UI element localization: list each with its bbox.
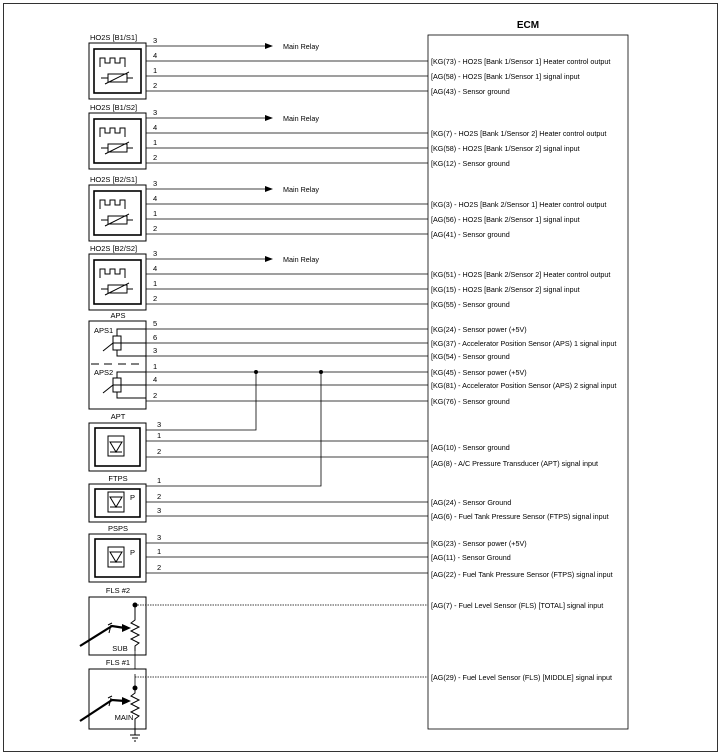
sensor-inner — [94, 49, 141, 93]
ecm-terminal-label: [AG(56) - HO2S [Bank 2/Sensor 1] signal input — [431, 215, 580, 224]
component-name: PSPS — [107, 524, 129, 533]
ecm-terminal-label: [KG(37) - Accelerator Position Sensor (APS) 1 signal input — [431, 339, 617, 348]
sensor-inner — [94, 191, 141, 235]
ecm-terminal-label: [KG(58) - HO2S [Bank 1/Sensor 2] signal input — [431, 144, 580, 153]
component-name: APS — [110, 311, 126, 320]
main-relay-label: Main Relay — [283, 255, 319, 264]
ecm-terminal-label: [KG(54) - Sensor ground — [431, 352, 510, 361]
pin-number: 1 — [157, 476, 162, 485]
ecm-terminal-label: [KG(55) - Sensor ground — [431, 300, 510, 309]
pin-number: 1 — [153, 362, 158, 371]
pin-number: 2 — [157, 492, 162, 501]
sensor-inner — [94, 119, 141, 163]
pin-number: 1 — [157, 547, 162, 556]
ecm-terminal-label: [KG(15) - HO2S [Bank 2/Sensor 2] signal input — [431, 285, 580, 294]
component-name: HO2S [B1/S2] — [90, 103, 138, 112]
sensor-tag: SUB — [112, 644, 128, 653]
pin-number: 2 — [153, 294, 158, 303]
pin-number: 1 — [153, 66, 158, 75]
component-name: FLS #1 — [105, 658, 131, 667]
ecm-terminal-label: [AG(11) - Sensor Ground — [431, 553, 511, 562]
pressure-symbol: P — [130, 548, 136, 557]
pin-number: 1 — [157, 431, 162, 440]
component-name: APT — [110, 412, 126, 421]
ecm-terminal-label: [AG(8) - A/C Pressure Transducer (APT) signal input — [431, 459, 598, 468]
ecm-terminal-label: [KG(51) - HO2S [Bank 2/Sensor 2] Heater control output — [431, 270, 611, 279]
ecm-terminal-label: [AG(10) - Sensor ground — [431, 443, 510, 452]
sensor-inner — [95, 428, 140, 466]
pin-number: 4 — [153, 375, 158, 384]
pin-number: 1 — [153, 138, 158, 147]
ecm-terminal-label: [AG(58) - HO2S [Bank 1/Sensor 1] signal input — [431, 72, 580, 81]
ecm-terminal-label: [KG(45) - Sensor power (+5V) — [431, 368, 527, 377]
pin-number: 3 — [157, 533, 162, 542]
ecm-terminal-label: [KG(81) - Accelerator Position Sensor (APS) 2 signal input — [431, 381, 617, 390]
ecm-terminal-label: [AG(41) - Sensor ground — [431, 230, 510, 239]
pin-number: 2 — [153, 153, 158, 162]
sensor-tag: MAIN — [114, 713, 134, 722]
ecm-terminal-label: [KG(7) - HO2S [Bank 1/Sensor 2] Heater control output — [431, 129, 607, 138]
pin-number: 3 — [153, 179, 158, 188]
ecm-terminal-label: [KG(73) - HO2S [Bank 1/Sensor 1] Heater control output — [431, 57, 611, 66]
pin-number: 1 — [153, 209, 158, 218]
pin-number: 2 — [157, 447, 162, 456]
aps1-label: APS1 — [94, 326, 114, 335]
ecm-terminal-label: [AG(29) - Fuel Level Sensor (FLS) [MIDDLE] signal input — [431, 673, 612, 682]
pin-number: 4 — [153, 264, 158, 273]
component-name: HO2S [B2/S1] — [90, 175, 138, 184]
main-relay-label: Main Relay — [283, 42, 319, 51]
pin-number: 6 — [153, 333, 158, 342]
pressure-symbol: P — [130, 493, 136, 502]
pin-number: 2 — [153, 81, 158, 90]
ecm-terminal-label: [AG(7) - Fuel Level Sensor (FLS) [TOTAL] signal input — [431, 601, 604, 610]
main-relay-label: Main Relay — [283, 185, 319, 194]
ecm-terminal-label: [KG(76) - Sensor ground — [431, 397, 510, 406]
pin-number: 4 — [153, 194, 158, 203]
pin-number: 2 — [157, 563, 162, 572]
pin-number: 3 — [157, 506, 162, 515]
pin-number: 3 — [153, 108, 158, 117]
pin-number: 2 — [153, 391, 158, 400]
pin-number: 3 — [153, 249, 158, 258]
pin-number: 5 — [153, 319, 158, 328]
ecm-terminal-label: [AG(22) - Fuel Tank Pressure Sensor (FTPS) signal input — [431, 570, 613, 579]
sensor-inner — [95, 539, 140, 577]
aps2-label: APS2 — [94, 368, 114, 377]
pin-number: 3 — [157, 420, 162, 429]
ecm-terminal-label: [KG(24) - Sensor power (+5V) — [431, 325, 527, 334]
sensor-inner — [94, 260, 141, 304]
ecm-terminal-label: [AG(6) - Fuel Tank Pressure Sensor (FTPS) signal input — [431, 512, 609, 521]
ecm-terminal-label: [KG(12) - Sensor ground — [431, 159, 510, 168]
component-name: HO2S [B1/S1] — [90, 33, 138, 42]
component-name: FTPS — [108, 474, 128, 483]
pin-number: 1 — [153, 279, 158, 288]
main-relay-label: Main Relay — [283, 114, 319, 123]
pin-number: 4 — [153, 123, 158, 132]
pin-number: 4 — [153, 51, 158, 60]
pin-number: 3 — [153, 346, 158, 355]
ecm-title: ECM — [516, 20, 540, 31]
ecm-terminal-label: [KG(3) - HO2S [Bank 2/Sensor 1] Heater control output — [431, 200, 607, 209]
ecm-terminal-label: [KG(23) - Sensor power (+5V) — [431, 539, 527, 548]
ecm-terminal-label: [AG(24) - Sensor Ground — [431, 498, 512, 507]
component-name: HO2S [B2/S2] — [90, 244, 138, 253]
pin-number: 3 — [153, 36, 158, 45]
pin-number: 2 — [153, 224, 158, 233]
component-name: FLS #2 — [105, 586, 131, 595]
ecm-terminal-label: [AG(43) - Sensor ground — [431, 87, 510, 96]
